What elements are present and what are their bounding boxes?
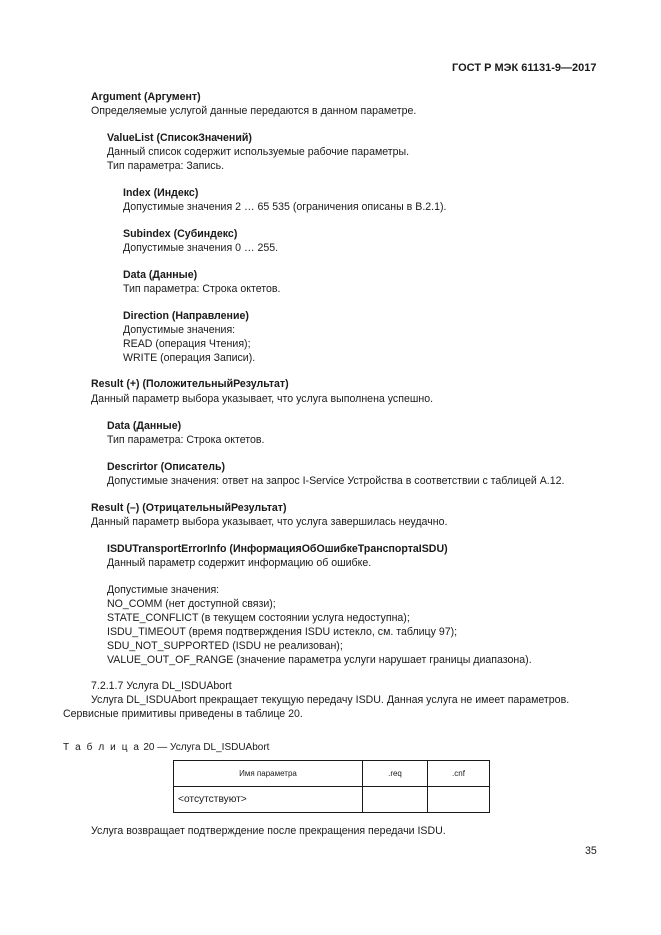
valuelist-line: Данный список содержит используемые рабочие параметры.	[107, 146, 410, 158]
index-title: Index (Индекс)	[123, 187, 199, 199]
page-number: 35	[585, 845, 597, 857]
result-data-line: Тип параметра: Строка октетов.	[107, 434, 265, 446]
subindex-title: Subindex (Субиндекс)	[123, 228, 238, 240]
isdu-error-title: ISDUTransportErrorInfo (ИнформацияОбОшибкеТранспортаISDU)	[107, 543, 448, 555]
standard-header: ГОСТ Р МЭК 61131-9—2017	[452, 62, 597, 74]
isdu-error-line: VALUE_OUT_OF_RANGE (значение параметра услуги нарушает границы диапазона).	[107, 654, 532, 666]
header-parameter-name: Имя параметра	[174, 761, 363, 787]
cell-req	[363, 787, 428, 813]
result-positive-desc: Данный параметр выбора указывает, что услуга выполнена успешно.	[91, 393, 434, 405]
closing-sentence: Услуга возвращает подтверждение после прекращения передачи ISDU.	[91, 825, 446, 837]
direction-line: Допустимые значения:	[123, 324, 236, 336]
result-data-title: Data (Данные)	[107, 420, 182, 432]
subindex-line: Допустимые значения 0 … 255.	[123, 242, 279, 254]
section-paragraph-line: Услуга DL_ISDUAbort прекращает текущую передачу ISDU. Данная услуга не имеет параметров.	[91, 694, 570, 706]
table-caption-text: 20 — Услуга DL_ISDUAbort	[143, 742, 270, 753]
table-20	[173, 760, 490, 813]
descriptor-title: Descrirtor (Описатель)	[107, 461, 226, 473]
valuelist-line: Тип параметра: Запись.	[107, 160, 225, 172]
table-caption	[63, 741, 269, 755]
data-line: Тип параметра: Строка октетов.	[123, 283, 281, 295]
isdu-error-line: Допустимые значения:	[107, 584, 220, 596]
isdu-error-line: ISDU_TIMEOUT (время подтверждения ISDU истекло, см. таблицу 97);	[107, 626, 458, 638]
valuelist-title: ValueList (СписокЗначений)	[107, 132, 252, 144]
section-heading: 7.2.1.7 Услуга DL_ISDUAbort	[91, 680, 232, 692]
argument-title: Argument (Аргумент)	[91, 91, 201, 103]
table-row	[174, 787, 490, 813]
data-title: Data (Данные)	[123, 269, 198, 281]
cell-parameter-name: <отсутствуют>	[174, 787, 363, 813]
descriptor-line: Допустимые значения: ответ на запрос I-Service Устройства в соответствии с таблицей А.12.	[107, 475, 565, 487]
index-line: Допустимые значения 2 … 65 535 (ограничения описаны в B.2.1).	[123, 201, 447, 213]
header-req: .req	[363, 761, 428, 787]
table-header-row	[174, 761, 490, 787]
direction-line: WRITE (операция Записи).	[123, 352, 256, 364]
isdu-error-desc: Данный параметр содержит информацию об ошибке.	[107, 557, 372, 569]
result-positive-title: Result (+) (ПоложительныйРезультат)	[91, 378, 289, 390]
table-caption-prefix: Т а б л и ц а	[63, 742, 141, 753]
section-paragraph-line: Сервисные примитивы приведены в таблице 20.	[63, 708, 303, 720]
result-negative-desc: Данный параметр выбора указывает, что услуга завершилась неудачно.	[91, 516, 448, 528]
direction-line: READ (операция Чтения);	[123, 338, 251, 350]
direction-title: Direction (Направление)	[123, 310, 249, 322]
result-negative-title: Result (–) (ОтрицательныйРезультат)	[91, 502, 287, 514]
isdu-error-line: SDU_NOT_SUPPORTED (ISDU не реализован);	[107, 640, 343, 652]
header-cnf: .cnf	[428, 761, 490, 787]
isdu-error-line: NO_COMM (нет доступной связи);	[107, 598, 276, 610]
argument-desc: Определяемые услугой данные передаются в данном параметре.	[91, 105, 417, 117]
isdu-error-line: STATE_CONFLICT (в текущем состоянии услуга недоступна);	[107, 612, 410, 624]
cell-cnf	[428, 787, 490, 813]
